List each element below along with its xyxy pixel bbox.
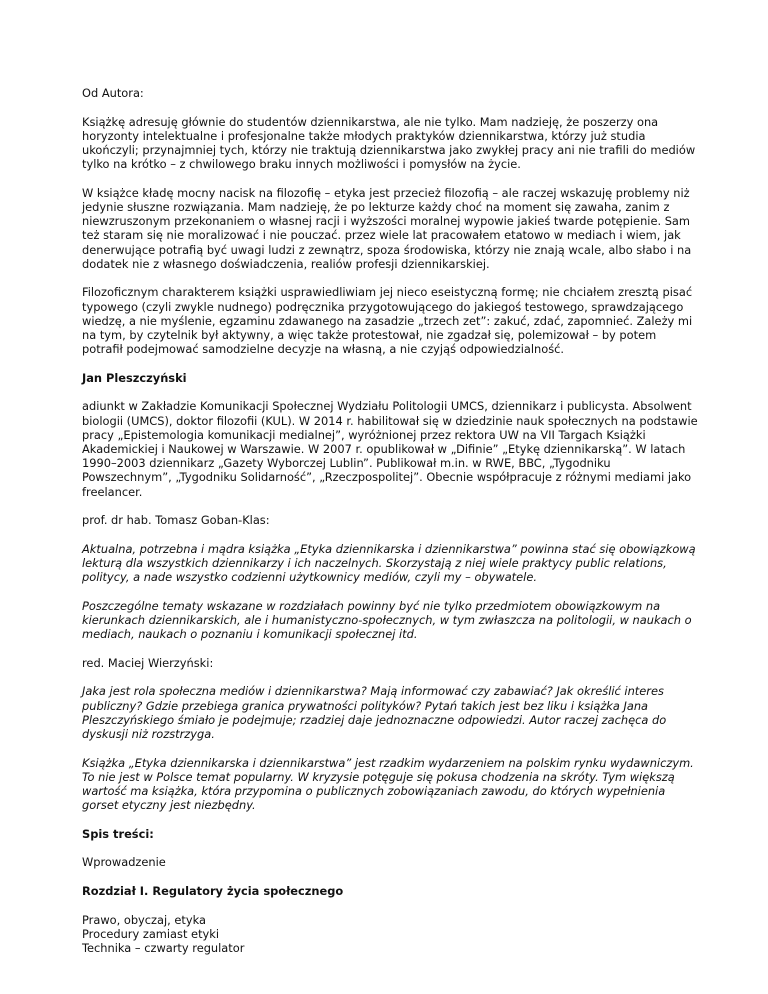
review-paragraph: Aktualna, potrzebna i mądra książka „Etyka dziennikarska i dziennikarstwa” powinna stać się obowiązkową lekturą dla wszystkich dziennikarzy i ich naczelnych. Skorzystają z niej wiele praktycy public relations, politycy, a nade wszystko codzienni użytkownicy mediów, czyli my – obywatele. [82, 541, 696, 585]
reviewer-name: prof. dr hab. Tomasz Goban-Klas: [82, 513, 270, 528]
document-page [82, 86, 700, 955]
foreword-heading: Od Autora: [82, 86, 144, 100]
toc-item: Procedury zamiast etyki [82, 926, 220, 941]
toc-item: Prawo, obyczaj, etyka [82, 912, 207, 927]
foreword-paragraph: Książkę adresuję głównie do studentów dziennikarstwa, ale nie tylko. Mam nadzieję, że poszerzy ona horyzonty intelektualne i profesjonalne także młodych praktyków dziennikarstwa, którzy już studia ukończyli; przynajmniej tych, którzy nie traktują dziennikarstwa jako zwykłej pracy ani nie trafili do mediów tylko na krótko – z chwilowego braku innych możliwości i pomysłów na życie. [82, 114, 696, 172]
foreword-paragraph: W książce kładę mocny nacisk na filozofię – etyka jest przecież filozofią – ale raczej wskazuję problemy niż jedynie słuszne rozwiązania. Mam nadzieję, że po lekturze każdy choć na moment się zawaha, zanim z niewzruszonym przekonaniem o własnej racji i wyższości moralnej wypowie jakieś twarde potępienie. Sam też staram się nie moralizować i nie pouczać. przez wiele lat pracowałem etatowo w mediach i wiem, jak denerwujące potrafią być uwagi ludzi z zewnątrz, spoza środowiska, którzy nie znają wcale, albo słabo i na dodatek nie z własnego doświadczenia, realiów profesji dziennikarskiej. [82, 185, 692, 271]
toc-chapter-title: Rozdział I. Regulatory życia społecznego [82, 884, 344, 898]
toc-chapter-items [82, 913, 700, 956]
review-paragraph: Poszczególne tematy wskazane w rozdziałach powinny być nie tylko przedmiotem obowiązkowym na kierunkach dziennikarskich, ale i humanistyczno-społecznych, w tym zwłaszcza na politologii, w naukach o mediach, naukach o poznaniu i komunikacji społecznej itd. [82, 598, 692, 642]
toc-heading: Spis treści: [82, 826, 154, 841]
review-paragraph: Jaka jest rola społeczna mediów i dziennikarstwa? Mają informować czy zabawiać? Jak określić interes publiczny? Gdzie przebiega granica prywatności polityków? Pytań takich jest bez liku i książka Jana Pleszczyńskiego śmiało je podejmuje; rzadziej daje jednoznaczne odpowiedzi. Autor raczej zachęca do dyskusji niż rozstrzyga. [82, 684, 667, 742]
reviewer-name: red. Maciej Wierzyński: [82, 655, 214, 670]
toc-item: Technika – czwarty regulator [82, 941, 245, 955]
foreword-paragraph: Filozoficznym charakterem książki usprawiedliwiam jej nieco eseistyczną formę; nie chciałem zresztą pisać typowego (czyli zwykle nudnego) podręcznika przygotowującego do jakiegoś testowego, sprawdzającego wiedzę, a nie myślenie, egzaminu zdawanego na zasadzie „trzech zet”: zakuć, zdać, zapomnieć. Zależy mi na tym, by czytelnik był aktywny, a więc także protestował, nie zgadzał się, polemizował – by potem potrafił podejmować samodzielne decyzje na własną, a nie czyjąś odpowiedzialność. [82, 285, 693, 357]
review-paragraph: Książka „Etyka dziennikarska i dziennikarstwa” jest rzadkim wydarzeniem na polskim rynku wydawniczym. To nie jest w Polsce temat popularny. W kryzysie potęguje się pokusa chodzenia na skróty. Tym większą wartość ma książka, która przypomina o publicznych zobowiązaniach zawodu, do których wypełnienia gorset etyczny jest niezbędny. [82, 755, 694, 813]
toc-item-introduction: Wprowadzenie [82, 855, 166, 870]
author-bio: adiunkt w Zakładzie Komunikacji Społecznej Wydziału Politologii UMCS, dziennikarz i publicysta. Absolwent biologii (UMCS), doktor filozofii (KUL). W 2014 r. habilitował się w dziedzinie nauk społecznych na podstawie pracy „Epistemologia komunikacji medialnej”, wyróżnionej przez rektora UW na VII Targach Książki Akademickiej i Naukowej w Warszawie. W 2007 r. opublikował w „Difinie” „Etykę dziennikarską”. W latach 1990–2003 dziennikarz „Gazety Wyborczej Lublin”. Publikował m.in. w RWE, BBC, „Tygodniku Powszechnym”, „Tygodniku Solidarność”, „Rzeczpospolitej”. Obecnie współpracuje z różnymi mediami jako freelancer. [82, 399, 698, 499]
author-name: Jan Pleszczyński [82, 370, 187, 385]
